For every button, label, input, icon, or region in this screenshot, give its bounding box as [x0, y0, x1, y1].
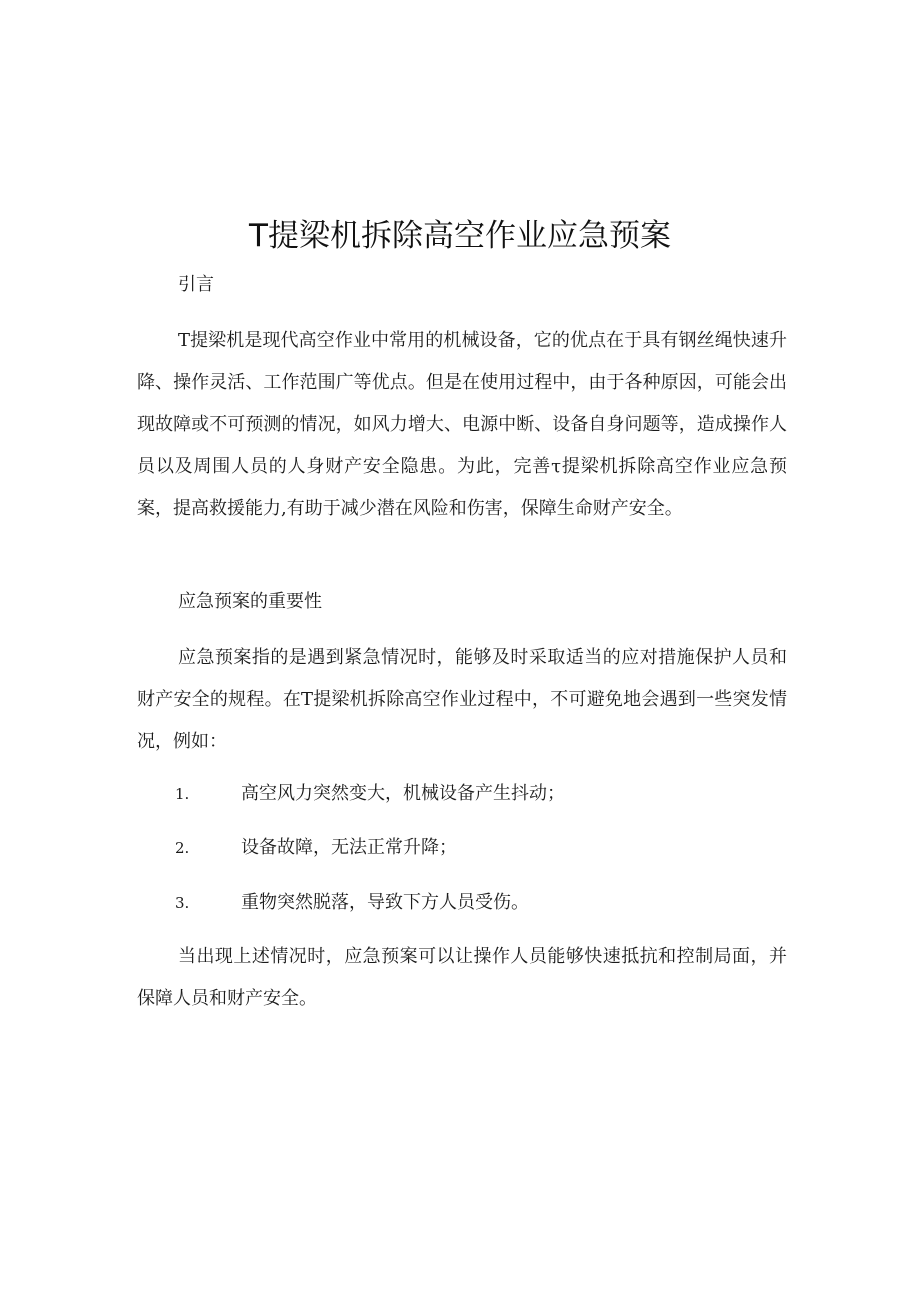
section-heading-introduction: 引言 — [178, 274, 214, 295]
list-item-text: 设备故障，无法正常升降； — [241, 837, 457, 858]
list-item-text: 重物突然脱落，导致下方人员受伤。 — [241, 892, 529, 913]
list-item-number: 1. — [175, 785, 190, 803]
list-item-number: 3. — [175, 894, 190, 912]
list-item — [175, 889, 529, 917]
list-item — [175, 834, 457, 862]
document-title: T提梁机拆除高空作业应急预案 — [249, 218, 671, 254]
intro-paragraph: T提梁机是现代高空作业中常用的机械设备，它的优点在于具有钢丝绳快速升降、操作灵活、工作范围广等优点。但是在使用过程中，由于各种原因，可能会出现故障或不可预测的情况，如风力增大、电源中断、设备自身问题等，造成操作人员以及周围人员的人身财产安全隐患。为此，完善τ提梁机拆除高空作业应急预案，提高救援能力,有助于减少潜在风险和伤害，保障生命财产安全。 — [137, 330, 787, 519]
conclusion-paragraph: 当出现上述情况时，应急预案可以让操作人员能够快速抵抗和控制局面，并保障人员和财产安全。 — [137, 946, 787, 1009]
importance-paragraph: 应急预案指的是遇到紧急情况时，能够及时采取适当的应对措施保护人员和财产安全的规程。在T提梁机拆除高空作业过程中，不可避免地会遇到一些突发情况，例如： — [137, 647, 787, 752]
list-item-number: 2. — [175, 839, 190, 857]
list-item-text: 高空风力突然变大，机械设备产生抖动； — [241, 783, 565, 804]
section-heading-importance: 应急预案的重要性 — [178, 591, 322, 612]
list-item — [175, 780, 565, 808]
